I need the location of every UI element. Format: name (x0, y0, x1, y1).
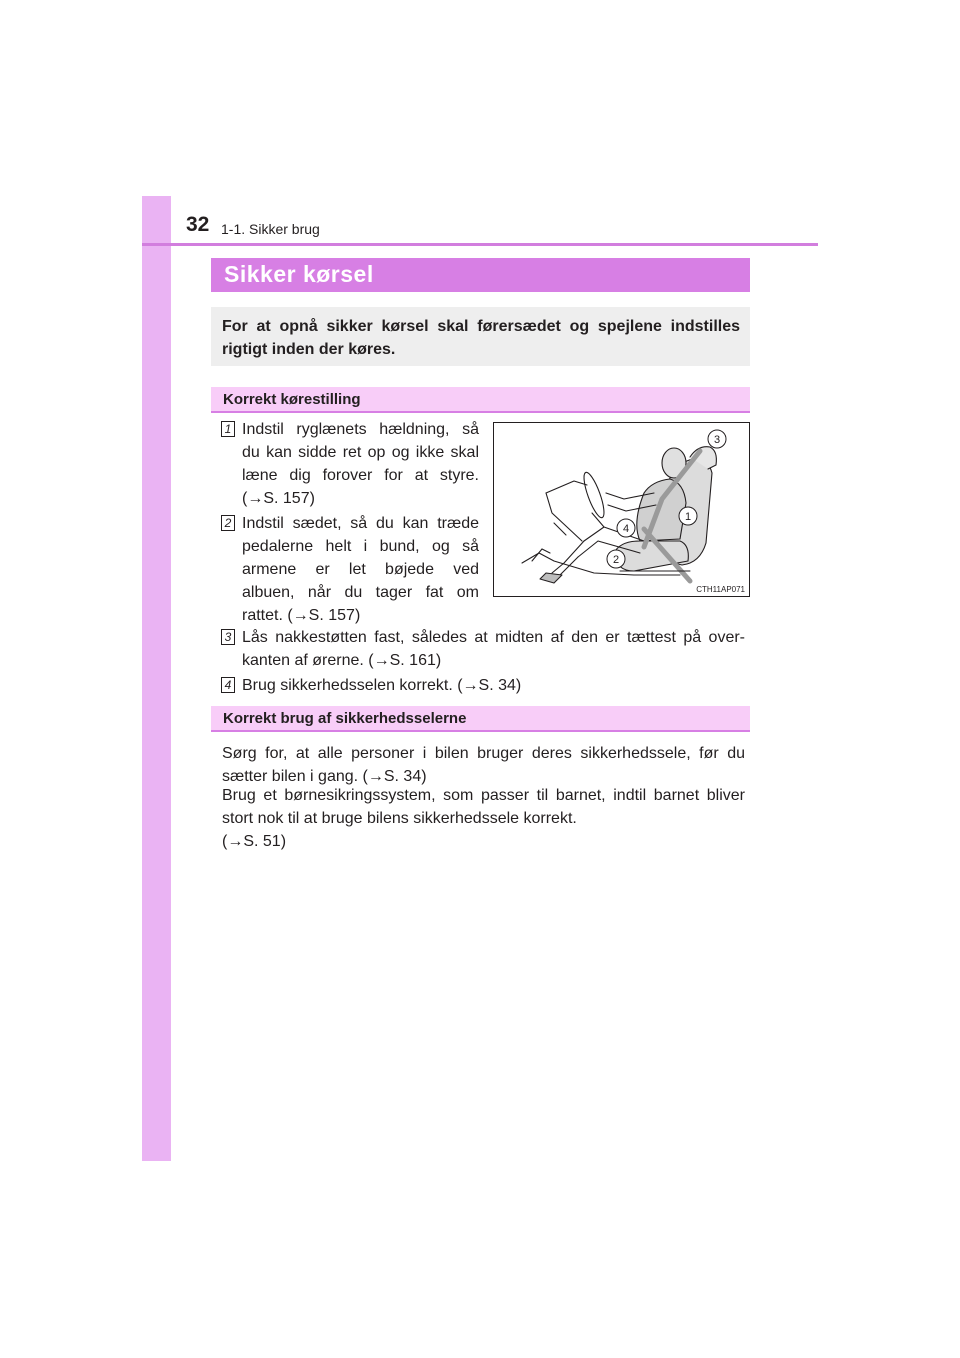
item-2-line-3: armene er let bøjede ved (242, 561, 479, 578)
item-2-line-2: pedalerne helt i bund, og så (242, 538, 479, 555)
item-3-ref: kanten af ørerne. (→S. 161) (242, 652, 442, 669)
figure-code: CTH11AP071 (696, 585, 745, 594)
subheading-posture: Korrekt kørestilling (223, 391, 361, 408)
header-rule (142, 243, 818, 246)
seatbelts-line-1: Sørg for, at alle personer i bilen bruger deres sikkerhedssele, før du (222, 745, 745, 762)
seatbelts-line-2: sætter bilen i gang. (→S. 34) (222, 768, 427, 785)
subheading-seatbelts: Korrekt brug af sikkerhedsselerne (223, 710, 467, 727)
item-2-line-4: albuen, når du tager fat om (242, 584, 479, 601)
svg-text:3: 3 (713, 434, 721, 446)
item-number-3: 3 (221, 629, 235, 645)
callout-3 (708, 430, 726, 448)
item-4-line-1: Brug sikkerhedsselen korrekt. (→S. 34) (242, 677, 522, 694)
seatbelts-line-3: Brug et børnesikringssystem, som passer til barnet, indtil barnet bliver (222, 787, 745, 804)
item-number-1: 1 (221, 421, 235, 437)
callout-2 (607, 550, 625, 568)
item-2-ref: rattet. (→S. 157) (242, 607, 361, 624)
item-1-line-3: læne dig forover for at styre. (242, 467, 479, 484)
callout-1 (679, 507, 697, 525)
item-2-line-1: Indstil sædet, så du kan træde (242, 515, 479, 532)
seating-diagram-svg (494, 423, 749, 596)
seating-position-illustration (493, 422, 750, 597)
page-title: Sikker kørsel (224, 261, 374, 287)
page-number: 32 (186, 213, 210, 236)
svg-text:4: 4 (622, 523, 630, 535)
callout-4 (617, 519, 635, 537)
item-number-2: 2 (221, 515, 235, 531)
item-number-4: 4 (221, 677, 235, 693)
running-header: 1-1. Sikker brug (221, 221, 320, 237)
item-1-ref: (→S. 157) (242, 490, 315, 507)
svg-text:1: 1 (684, 511, 692, 523)
intro-text: For at opnå sikker kørsel skal førersædet og spejlene indstilles rigtigt inden der køres. (222, 318, 740, 358)
svg-text:2: 2 (612, 554, 620, 566)
chapter-side-tab (142, 196, 171, 1161)
item-1-line-2: du kan sidde ret op og ikke skal (242, 444, 479, 461)
item-1-line-1: Indstil ryglænets hældning, så (242, 421, 479, 438)
item-3-line-1: Lås nakkestøtten fast, således at midten af den er tættest på over- (242, 629, 745, 646)
seatbelts-line-5: (→S. 51) (222, 833, 287, 850)
seatbelts-line-4: stort nok til at bruge bilens sikkerhedssele korrekt. (222, 810, 577, 827)
